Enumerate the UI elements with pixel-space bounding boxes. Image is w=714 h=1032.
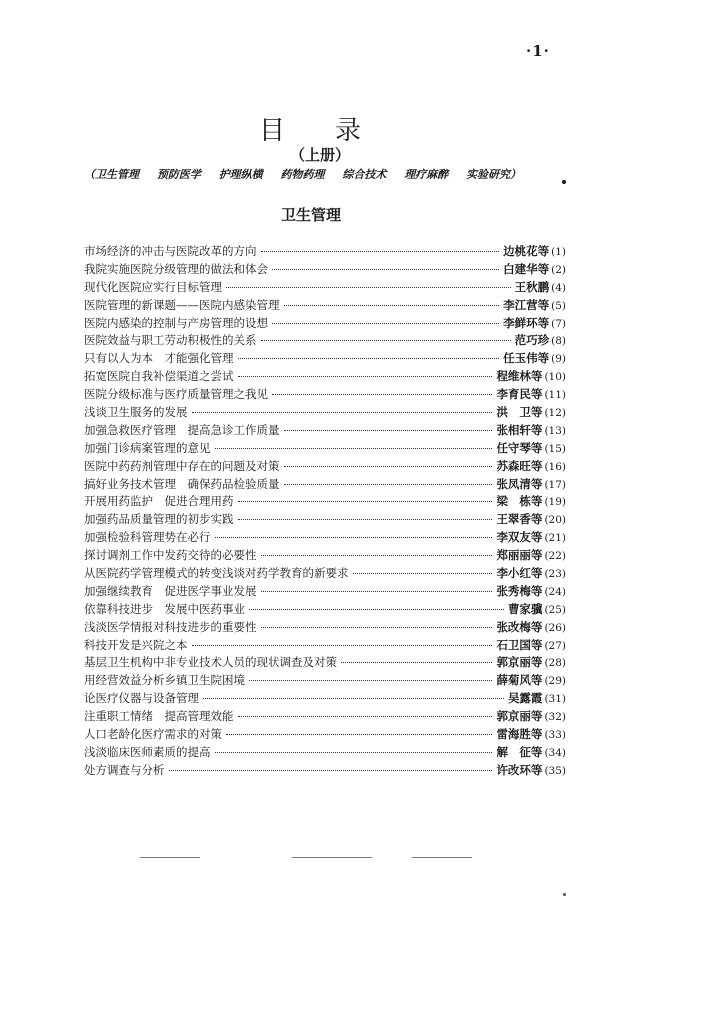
toc-entry-page: (31) (544, 693, 566, 706)
divider-line (412, 857, 472, 858)
leader-dots (261, 555, 493, 556)
toc-entry-page: (16) (544, 460, 566, 473)
toc-entry (84, 565, 566, 583)
leader-dots (238, 519, 493, 520)
toc-entry-title: 加强继续教育 促进医学事业发展 (84, 583, 257, 598)
toc-entry-title: 依靠科技进步 发展中医药事业 (84, 601, 245, 616)
leader-dots (261, 251, 500, 252)
toc-entry-title: 注重职工情绪 提高管理效能 (84, 709, 234, 724)
toc-entry-author: 郭京丽等 (496, 709, 543, 724)
toc-entry-page: (8) (551, 335, 566, 348)
toc-entry-title: 市场经济的冲击与医院改革的方向 (84, 244, 257, 258)
toc-entry-page: (35) (544, 764, 566, 777)
leader-dots (192, 412, 493, 413)
leader-dots (215, 537, 493, 538)
leader-dots (238, 376, 493, 377)
toc-entry (84, 261, 566, 279)
toc-entry-page: (33) (544, 729, 566, 742)
toc-entry-page: (9) (551, 353, 566, 366)
toc-entry-title: 加强急救医疗管理 提高急诊工作质量 (84, 422, 280, 437)
toc-entry-page: (29) (544, 675, 566, 688)
toc-entry (84, 297, 566, 315)
toc-entry-page: (7) (551, 317, 566, 330)
toc-entry-title: 医院内感染的控制与产房管理的设想 (84, 315, 268, 330)
category-item: 实验研究） (466, 168, 522, 181)
toc-entry (84, 458, 566, 476)
toc-entry-page: (4) (551, 281, 566, 294)
toc-entry (84, 762, 566, 780)
toc-entry-title: 论医疗仪器与设备管理 (84, 691, 199, 706)
leader-dots (261, 340, 511, 341)
toc-entry (84, 583, 566, 601)
toc-entry-author: 许改环等 (496, 762, 543, 777)
toc-entry-author: 张改梅等 (496, 619, 543, 634)
toc-entry-author: 李小红等 (496, 566, 543, 581)
toc-entry-author: 程维林等 (496, 369, 543, 384)
toc-entry-page: (12) (544, 407, 566, 420)
toc-entry-title: 人口老龄化医疗需求的对策 (84, 727, 222, 742)
toc-entry-page: (21) (544, 532, 566, 545)
leader-dots (272, 269, 499, 270)
toc-entry-title: 拓宽医院自我补偿渠道之尝试 (84, 369, 234, 384)
table-of-contents (84, 243, 566, 780)
section-title: 卫生管理 (280, 206, 341, 224)
leader-dots (215, 752, 493, 753)
toc-entry (84, 726, 566, 744)
leader-dots (249, 609, 504, 610)
toc-entry-title: 科技开发是兴院之本 (84, 637, 188, 652)
toc-entry-page: (27) (544, 639, 566, 652)
category-item: 理疗麻醉 (404, 168, 449, 181)
toc-entry-title: 医院中药药剂管理中存在的问题及对策 (84, 458, 280, 473)
toc-entry-page: (5) (551, 299, 566, 312)
page-title: 目录 (258, 116, 411, 146)
leader-dots (284, 430, 493, 431)
toc-entry-title: 加强药品质量管理的初步实践 (84, 512, 234, 527)
toc-entry (84, 440, 566, 458)
toc-entry-page: (11) (544, 389, 566, 402)
toc-entry (84, 422, 566, 440)
toc-entry-title: 浅谈卫生服务的发展 (84, 405, 188, 420)
leader-dots (215, 448, 493, 449)
toc-entry-author: 李鲜环等 (503, 315, 550, 330)
toc-entry-author: 苏森旺等 (496, 458, 543, 473)
leader-dots (203, 698, 504, 699)
toc-entry-author: 石卫国等 (496, 637, 543, 652)
toc-entry-author: 郭京丽等 (496, 655, 543, 670)
toc-entry (84, 315, 566, 333)
toc-entry (84, 243, 566, 261)
leader-dots (353, 573, 493, 574)
toc-entry-title: 医院分级标准与医疗质量管理之我见 (84, 387, 268, 402)
category-item: 综合技术 (342, 168, 387, 181)
toc-entry-page: (1) (551, 246, 566, 258)
toc-entry-author: 王秋鹏 (514, 279, 550, 294)
leader-dots (226, 287, 511, 288)
toc-entry-author: 雷海胜等 (496, 727, 543, 742)
divider-line (292, 857, 372, 858)
toc-entry (84, 404, 566, 422)
toc-entry (84, 279, 566, 297)
toc-entry (84, 601, 566, 619)
toc-entry-title: 探讨调剂工作中发药交待的必要性 (84, 548, 257, 563)
leader-dots (238, 716, 493, 717)
toc-entry-title: 搞好业务技术管理 确保药品检验质量 (84, 476, 280, 491)
toc-entry-page: (24) (544, 585, 566, 598)
category-item: 预防医学 (156, 168, 201, 181)
toc-entry-author: 李双友等 (496, 530, 543, 545)
leader-dots (284, 305, 500, 306)
toc-entry-author: 张相轩等 (496, 422, 543, 437)
toc-entry-page: (25) (544, 603, 566, 616)
toc-entry-author: 范巧珍 (514, 333, 550, 348)
leader-dots (238, 358, 500, 359)
toc-entry (84, 493, 566, 511)
leader-dots (249, 680, 492, 681)
toc-entry-author: 任玉伟等 (503, 351, 550, 366)
toc-entry-author: 郑丽丽等 (496, 548, 543, 563)
divider-line (140, 857, 200, 858)
toc-entry-author: 张凤清等 (496, 476, 543, 491)
toc-entry-page: (26) (544, 621, 566, 634)
toc-entry-title: 从医院药学管理模式的转变浅谈对药学教育的新要求 (84, 566, 349, 581)
toc-entry-author: 李育民等 (496, 387, 543, 402)
category-item: 护理纵横 (218, 168, 263, 181)
leader-dots (341, 662, 492, 663)
toc-entry-page: (22) (544, 550, 566, 563)
toc-entry-author: 王翠香等 (496, 512, 543, 527)
toc-entry (84, 547, 566, 565)
toc-entry-author: 李江营等 (503, 297, 550, 312)
toc-entry-title: 加强门诊病案管理的意见 (84, 440, 211, 455)
leader-dots (169, 770, 493, 771)
toc-entry (84, 619, 566, 637)
toc-entry-page: (20) (544, 514, 566, 527)
toc-entry-page: (32) (544, 711, 566, 724)
toc-entry-title: 现代化医院应实行目标管理 (84, 279, 222, 294)
toc-entry (84, 368, 566, 386)
toc-entry-author: 白建华等 (503, 261, 550, 276)
toc-entry-author: 边桃花等 (503, 244, 550, 258)
leader-dots (261, 627, 493, 628)
toc-entry-title: 开展用药监护 促进合理用药 (84, 494, 234, 509)
leader-dots (261, 591, 493, 592)
leader-dots (192, 645, 493, 646)
toc-entry-title: 浅淡医学情报对科技进步的重要性 (84, 619, 257, 634)
toc-entry-author: 张秀梅等 (496, 583, 543, 598)
page-number: ·1· (526, 42, 550, 60)
toc-entry-page: (28) (544, 657, 566, 670)
toc-entry-author: 薛菊风等 (496, 673, 543, 688)
toc-entry-title: 加强检验科管理势在必行 (84, 530, 211, 545)
toc-entry (84, 476, 566, 494)
category-item: 药物药理 (280, 168, 325, 181)
toc-entry-page: (13) (544, 424, 566, 437)
toc-entry-title: 医院管理的新课题——医院内感染管理 (84, 297, 280, 312)
toc-entry-author: 任守琴等 (496, 440, 543, 455)
toc-entry-title: 基层卫生机构中非专业技术人员的现状调查及对策 (84, 655, 337, 670)
toc-entry-page: (15) (544, 442, 566, 455)
toc-entry-title: 处方调查与分析 (84, 762, 165, 777)
toc-entry-page: (19) (544, 496, 566, 509)
toc-entry (84, 511, 566, 529)
toc-entry-page: (17) (544, 478, 566, 491)
toc-entry-page: (10) (544, 371, 566, 384)
print-dot-mark (563, 893, 566, 896)
toc-entry-page: (34) (544, 746, 566, 759)
toc-entry (84, 744, 566, 762)
toc-entry-title: 只有以人为本 才能强化管理 (84, 351, 234, 366)
toc-entry (84, 672, 566, 690)
toc-entry (84, 332, 566, 350)
category-list (84, 166, 521, 182)
leader-dots (284, 484, 493, 485)
category-item: （卫生管理 (84, 168, 139, 181)
toc-entry-title: 用经营效益分析乡镇卫生院困境 (84, 673, 245, 688)
leader-dots (272, 394, 492, 395)
toc-entry (84, 637, 566, 655)
toc-entry-title: 医院效益与职工劳动积极性的关系 (84, 333, 257, 348)
toc-entry (84, 690, 566, 708)
toc-entry-author: 吴露霞 (507, 691, 543, 706)
volume-label: （上册） (289, 146, 350, 164)
toc-entry-author: 梁 栋等 (496, 494, 543, 509)
leader-dots (284, 466, 493, 467)
toc-entry-title: 我院实施医院分级管理的做法和体会 (84, 261, 268, 276)
print-dot-mark (562, 180, 566, 184)
toc-entry-author: 曹家骥 (507, 601, 543, 616)
toc-entry-title: 浅淡临床医师素质的提高 (84, 744, 211, 759)
leader-dots (226, 734, 492, 735)
toc-entry (84, 350, 566, 368)
toc-entry (84, 708, 566, 726)
toc-entry-author: 洪 卫等 (496, 405, 543, 420)
toc-entry-page: (2) (551, 263, 566, 276)
toc-entry-page: (23) (544, 568, 566, 581)
toc-entry (84, 654, 566, 672)
toc-entry (84, 529, 566, 547)
leader-dots (238, 501, 493, 502)
leader-dots (272, 323, 499, 324)
toc-entry (84, 386, 566, 404)
toc-entry-author: 解 征等 (496, 744, 543, 759)
